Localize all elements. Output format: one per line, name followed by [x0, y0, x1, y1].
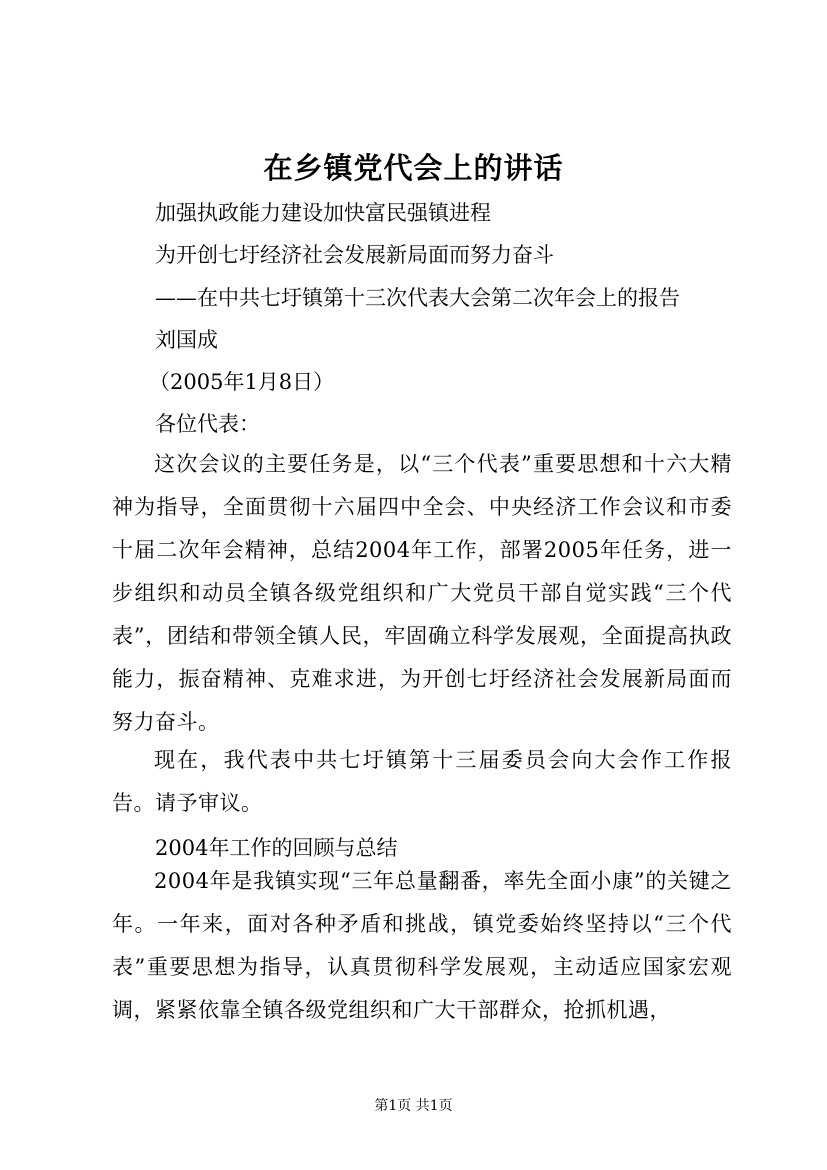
paragraph-2: 现在，我代表中共七圩镇第十三届委员会向大会作工作报告。请予审议。: [112, 748, 732, 815]
report-date: （2005年1月8日）: [149, 370, 335, 394]
author-name: 刘国成: [155, 328, 218, 352]
paragraph-3: 2004年是我镇实现“三年总量翻番，率先全面小康”的关键之年。一年来，面对各种矛盾和挑战，镇党委始终坚持以“三个代表”重要思想为指导，认真贯彻科学发展观，主动适应国家宏观调，紧紧依靠全镇各级党组织和广大干部群众，抢抓机遇，: [112, 869, 732, 1022]
subtitle-3: ——在中共七圩镇第十三次代表大会第二次年会上的报告: [155, 286, 680, 310]
subtitle-2: 为开创七圩经济社会发展新局面而努力奋斗: [155, 243, 554, 267]
section-heading: 2004年工作的回顾与总结: [155, 836, 398, 860]
salutation: 各位代表：: [155, 412, 260, 436]
paragraph-1: 这次会议的主要任务是，以“三个代表”重要思想和十六大精神为指导，全面贯彻十六届四中全会、中央经济工作会议和市委十届二次年会精神，总结2004年工作，部署2005年任务，进一步组织和动员全镇各级党组织和广大党员干部自觉实践“三个代表”，团结和带领全镇人民，牢固确立科学发展观，全面提高执政能力，振奋精神、克难求进，为开创七圩经济社会发展新局面而努力奋斗。: [112, 452, 732, 734]
subtitle-1: 加强执政能力建设加快富民强镇进程: [155, 201, 491, 225]
page-number: 第1页 共1页: [374, 1098, 453, 1114]
document-title: 在乡镇党代会上的讲话: [263, 151, 564, 185]
